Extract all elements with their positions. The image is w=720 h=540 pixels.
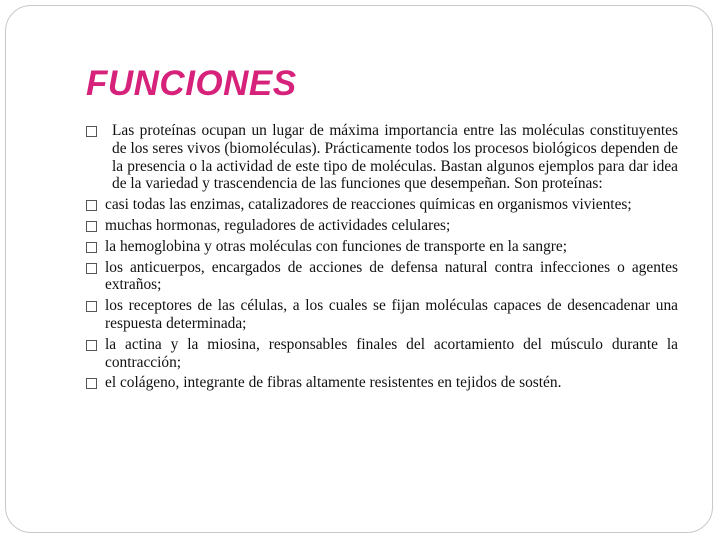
list-item bbox=[86, 238, 678, 256]
list-item-text: los anticuerpos, encargados de acciones de defensa natural contra infecciones o agentes extraños; bbox=[105, 258, 678, 294]
square-bullet-icon bbox=[86, 200, 97, 211]
list-item bbox=[86, 122, 678, 193]
list-item bbox=[86, 259, 678, 295]
bullet-list bbox=[86, 122, 678, 392]
list-item bbox=[86, 374, 678, 392]
list-item bbox=[86, 297, 678, 333]
slide bbox=[5, 5, 713, 533]
list-item-text: la hemoglobina y otras moléculas con funciones de transporte en la sangre; bbox=[105, 237, 567, 255]
square-bullet-icon bbox=[86, 340, 97, 351]
square-bullet-icon bbox=[86, 242, 97, 253]
list-item bbox=[86, 336, 678, 372]
list-item-text: los receptores de las células, a los cuales se fijan moléculas capaces de desencadenar una respuesta determinada; bbox=[105, 297, 678, 332]
square-bullet-icon bbox=[86, 378, 97, 389]
slide-title: FUNCIONES bbox=[86, 64, 297, 103]
list-item bbox=[86, 217, 678, 235]
list-item-text: el colágeno, integrante de fibras altamente resistentes en tejidos de sostén. bbox=[105, 374, 562, 392]
square-bullet-icon bbox=[86, 126, 97, 137]
list-item-text: casi todas las enzimas, catalizadores de reacciones químicas en organismos vivientes; bbox=[105, 196, 632, 214]
square-bullet-icon bbox=[86, 301, 97, 312]
square-bullet-icon bbox=[86, 263, 97, 274]
list-item-text: Las proteínas ocupan un lugar de máxima importancia entre las moléculas constituyentes de los seres vivos (biomoléculas). Prácticamente todos los procesos biológicos dependen de la presencia o la actividad de este tipo de moléculas. Bastan algunos ejemplos para dar idea de la variedad y trascendencia de las funciones que desempeñan. Son proteínas: bbox=[112, 122, 678, 193]
list-item-text: muchas hormonas, reguladores de actividades celulares; bbox=[105, 216, 451, 234]
list-item-text: la actina y la miosina, responsables finales del acortamiento del músculo durante la contracción; bbox=[105, 335, 678, 371]
square-bullet-icon bbox=[86, 221, 97, 232]
list-item bbox=[86, 196, 678, 214]
